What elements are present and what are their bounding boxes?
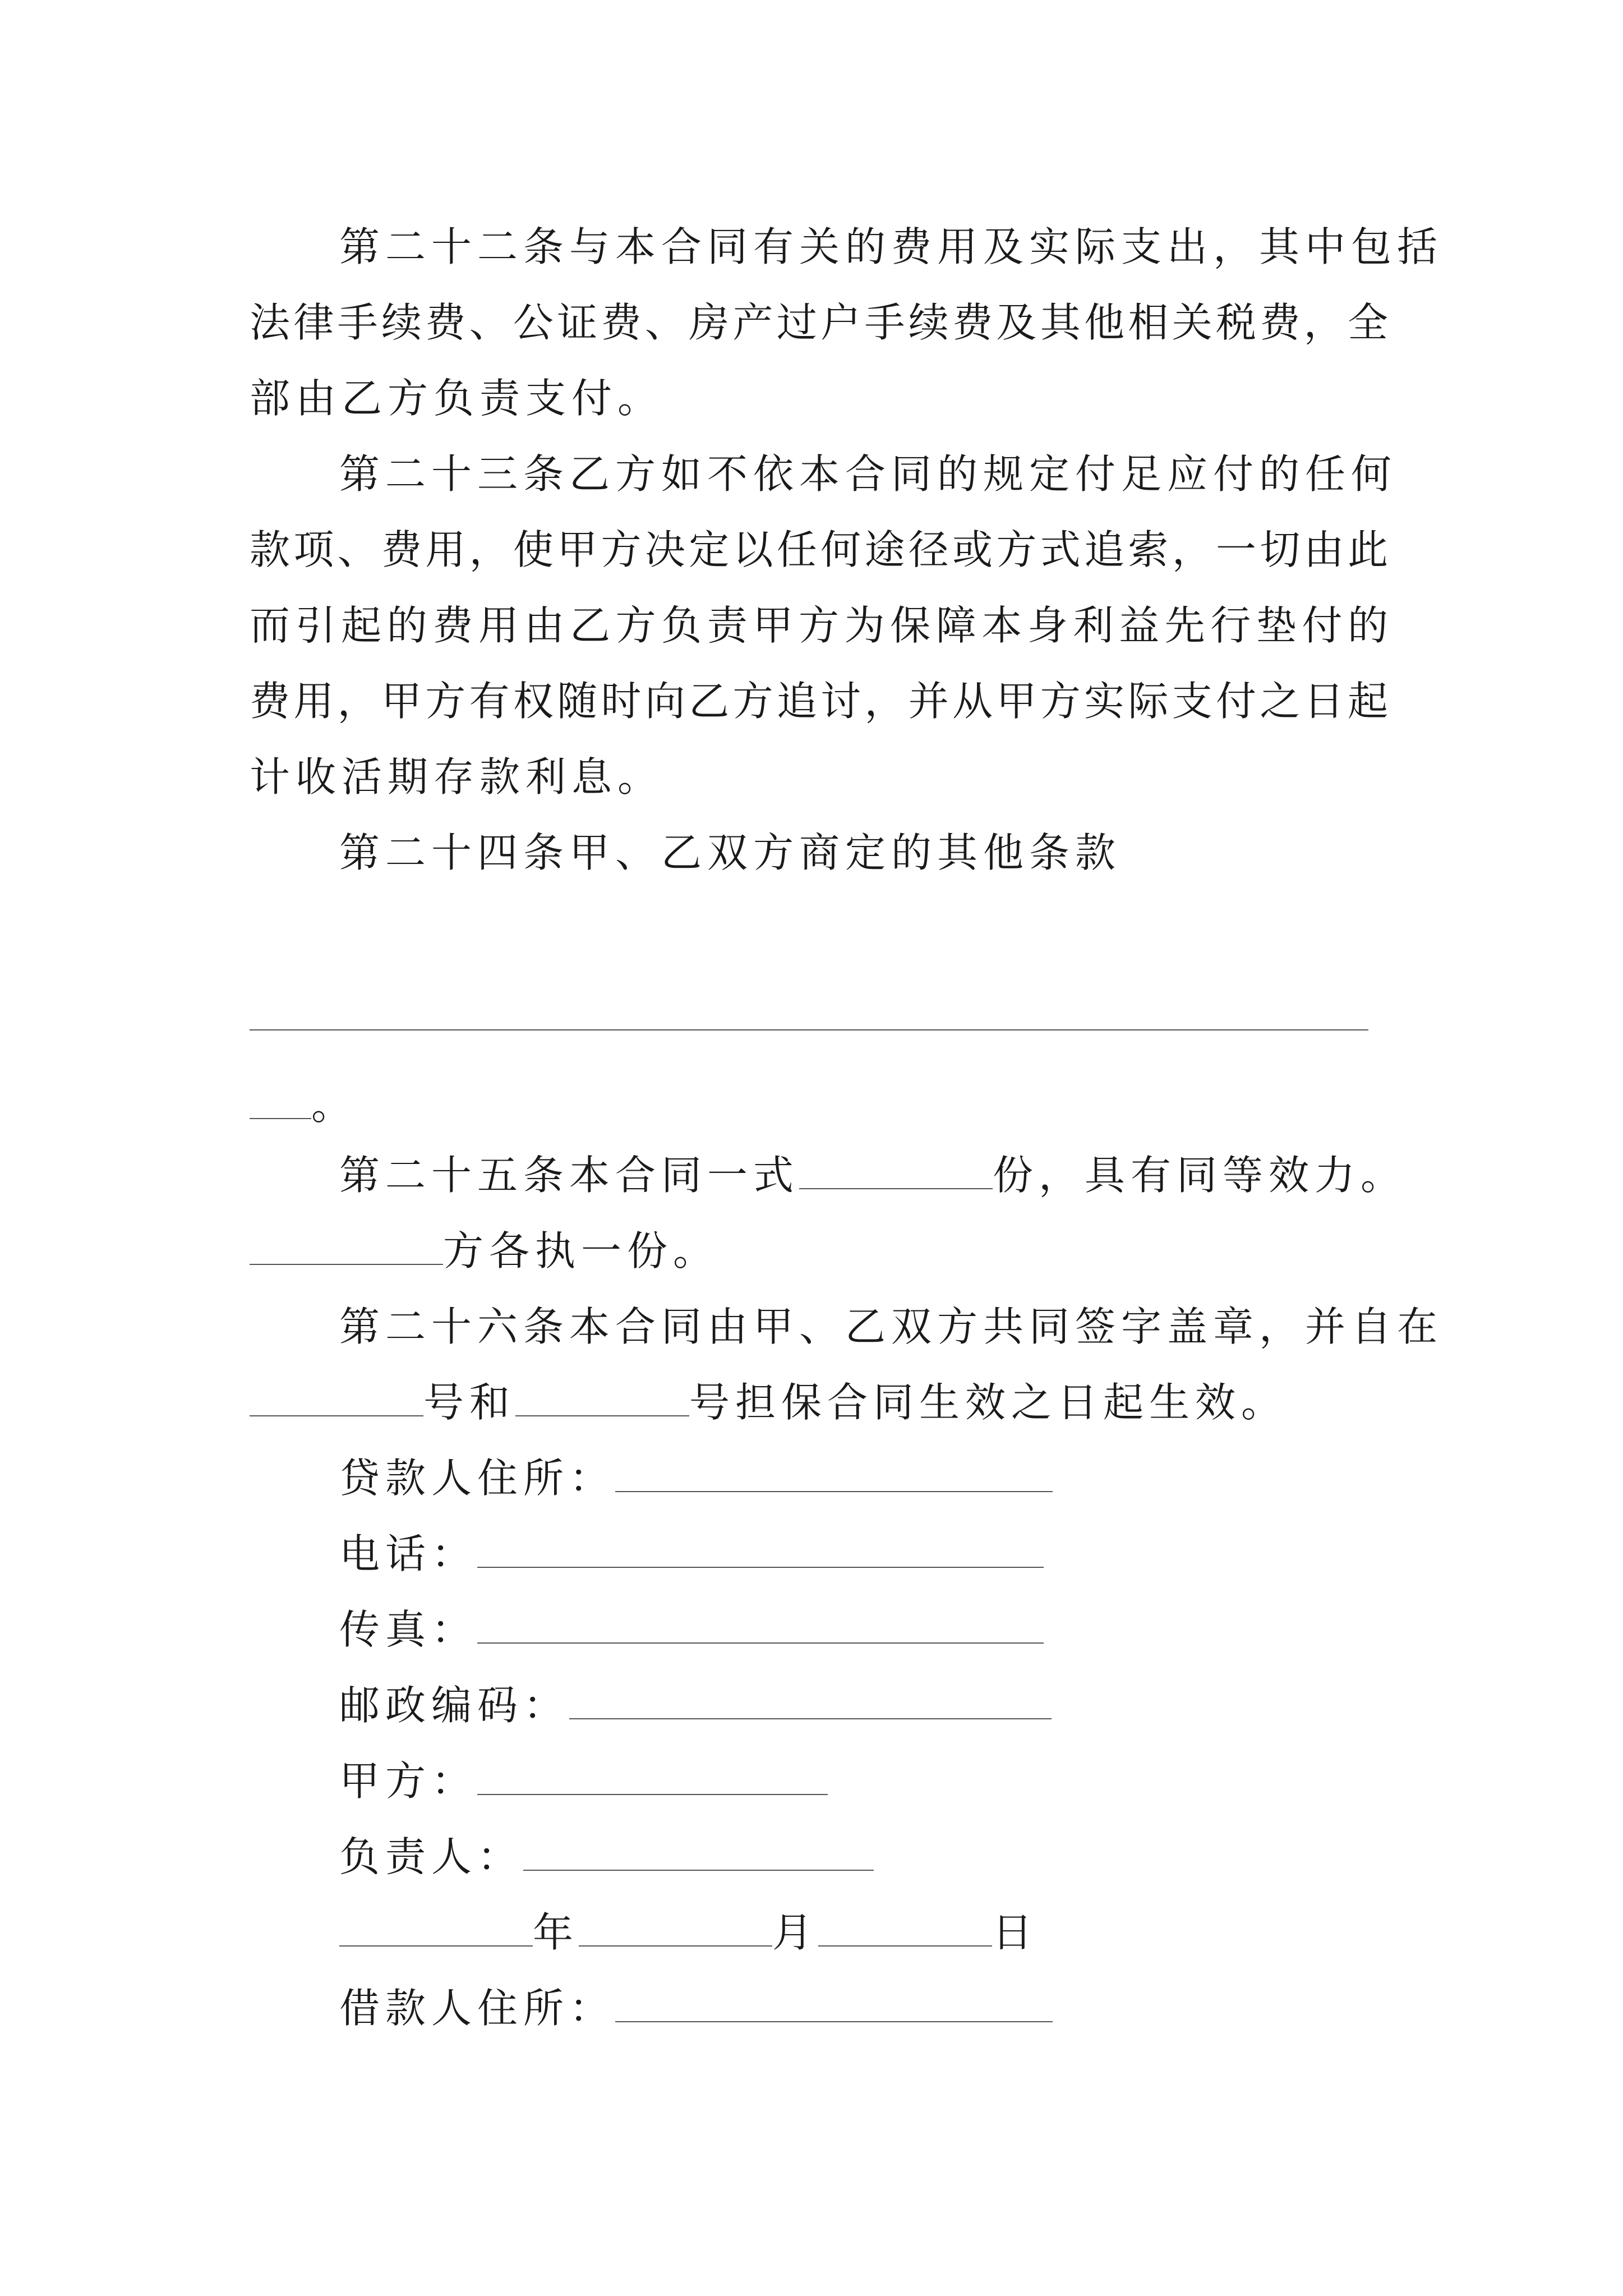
phone-label: 电话： [339,1530,478,1577]
phone-row [339,1526,1044,1582]
article-24-blank-tail [250,1082,311,1119]
article-24-title: 第二十四条甲、乙双方商定的其他条款 [339,829,1122,876]
article-23-line-3: 而引起的费用由乙方负责甲方为保障本身利益先行垫付的 [250,602,1388,649]
party-a-label: 甲方： [339,1757,478,1805]
article-26-part-2: 号担保合同生效之日起生效。 [689,1379,1288,1426]
year-field[interactable] [339,1909,533,1947]
article-24-blank-line [250,1029,1368,1030]
article-24-blank-end [250,1077,357,1133]
article-22-line-2: 法律手续费、公证费、房产过户手续费及其他相关税费，全 [250,299,1388,346]
borrower-address-row [339,1980,1053,2036]
lender-address-row [339,1450,1053,1506]
party-a-field[interactable] [477,1757,828,1795]
lender-address-label: 贷款人住所： [339,1455,616,1502]
phone-field[interactable] [477,1530,1044,1568]
borrower-address-label: 借款人住所： [339,1985,616,2032]
person-in-charge-field[interactable] [523,1833,874,1871]
article-23-line-4: 费用，甲方有权随时向乙方追讨，并从甲方实际支付之日起 [250,678,1388,725]
day-label: 日 [992,1909,1039,1956]
copies-count-blank [799,1152,993,1189]
article-25-line-1 [339,1147,1407,1203]
parties-blank [250,1227,443,1265]
postcode-field[interactable] [569,1682,1052,1719]
article-24-end-mark: 。 [311,1082,358,1129]
article-22-line-3: 部由乙方负责支付。 [250,375,664,422]
article-25-part-1: 第二十五条本合同一式 [339,1152,800,1199]
postcode-label: 邮政编码： [339,1682,570,1729]
fax-row [339,1602,1044,1658]
article-26-line-2 [250,1374,1287,1430]
guarantee-contract-1-blank [250,1379,423,1416]
postcode-row [339,1677,1052,1733]
month-label: 月 [772,1909,819,1956]
date-row [339,1904,1038,1961]
article-26-line-1: 第二十六条本合同由甲、乙双方共同签字盖章，并自在 [339,1303,1444,1350]
year-label: 年 [533,1909,579,1956]
day-field[interactable] [818,1909,992,1947]
article-22-line-1: 第二十二条与本合同有关的费用及实际支出，其中包括 [339,223,1444,270]
article-23-line-1: 第二十三条乙方如不依本合同的规定付足应付的任何 [339,450,1398,498]
article-23-line-2: 款项、费用，使甲方决定以任何途径或方式追索，一切由此 [250,526,1388,573]
party-a-row [339,1753,828,1809]
article-25-part-3: 方各执一份。 [443,1227,720,1274]
person-in-charge-row [339,1829,874,1885]
article-23-line-5: 计收活期存款利息。 [250,753,664,800]
person-in-charge-label: 负责人： [339,1833,524,1880]
article-26-part-1: 号和 [423,1379,516,1426]
lender-address-field[interactable] [615,1455,1053,1492]
month-field[interactable] [579,1909,772,1947]
fax-label: 传真： [339,1606,478,1653]
article-25-part-2: 份，具有同等效力。 [993,1152,1407,1199]
fax-field[interactable] [477,1606,1044,1644]
borrower-address-field[interactable] [615,1985,1053,2022]
article-25-line-2 [250,1223,719,1279]
guarantee-contract-2-blank [515,1379,689,1416]
